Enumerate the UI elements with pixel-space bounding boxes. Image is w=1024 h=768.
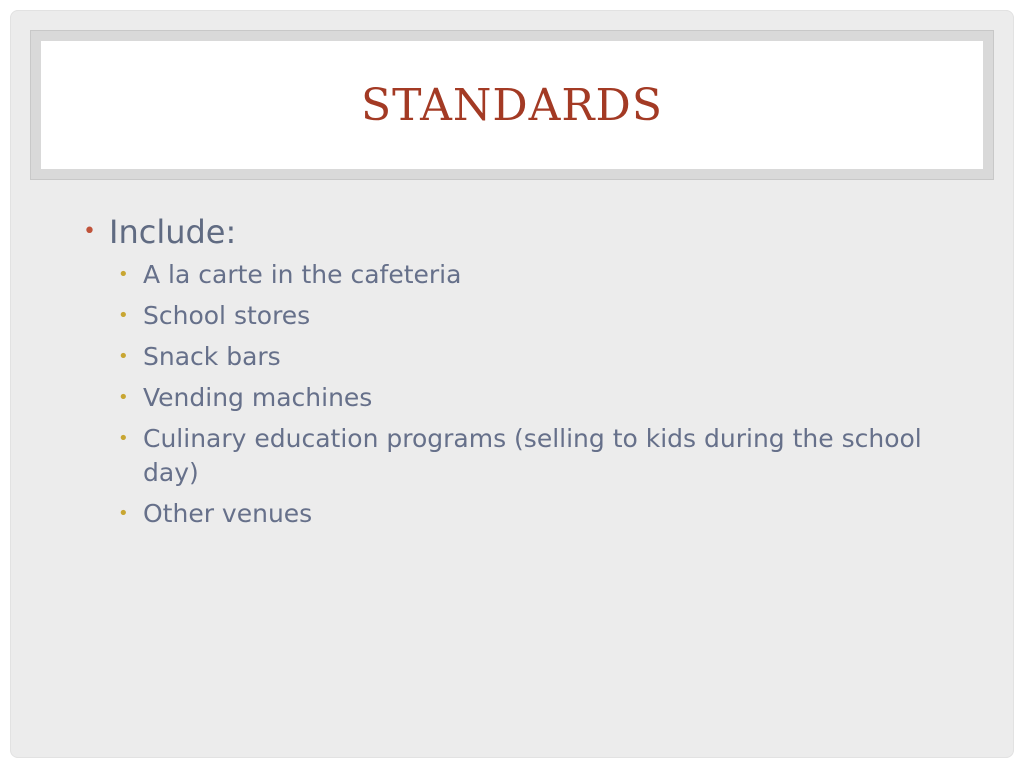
- slide-content: [72, 210, 952, 538]
- sub-bullet-item: [72, 497, 952, 531]
- slide-title: STANDARDS: [361, 79, 663, 131]
- sub-bullet-text: Culinary education programs (selling to kids during the school day): [143, 424, 922, 487]
- title-box: [41, 41, 983, 169]
- sub-bullet-dot-icon: •: [118, 264, 129, 285]
- slide: [10, 10, 1014, 758]
- sub-bullet-text: Vending machines: [143, 383, 373, 412]
- sub-bullet-text: A la carte in the cafeteria: [143, 260, 462, 289]
- sub-bullet-item: [72, 340, 952, 374]
- sub-bullet-dot-icon: •: [118, 387, 129, 408]
- sub-bullet-text: Snack bars: [143, 342, 281, 371]
- bullet-text: Include:: [109, 213, 237, 251]
- sub-bullet-item: [72, 258, 952, 292]
- sub-bullet-list: [72, 258, 952, 531]
- title-frame: [30, 30, 994, 180]
- sub-bullet-dot-icon: •: [118, 428, 129, 449]
- sub-bullet-item: [72, 299, 952, 333]
- bullet-dot-icon: •: [83, 219, 96, 244]
- sub-bullet-item: [72, 422, 952, 490]
- sub-bullet-item: [72, 381, 952, 415]
- sub-bullet-dot-icon: •: [118, 503, 129, 524]
- sub-bullet-text: School stores: [143, 301, 311, 330]
- bullet-include: [72, 210, 952, 254]
- sub-bullet-dot-icon: •: [118, 305, 129, 326]
- sub-bullet-dot-icon: •: [118, 346, 129, 367]
- sub-bullet-text: Other venues: [143, 499, 313, 528]
